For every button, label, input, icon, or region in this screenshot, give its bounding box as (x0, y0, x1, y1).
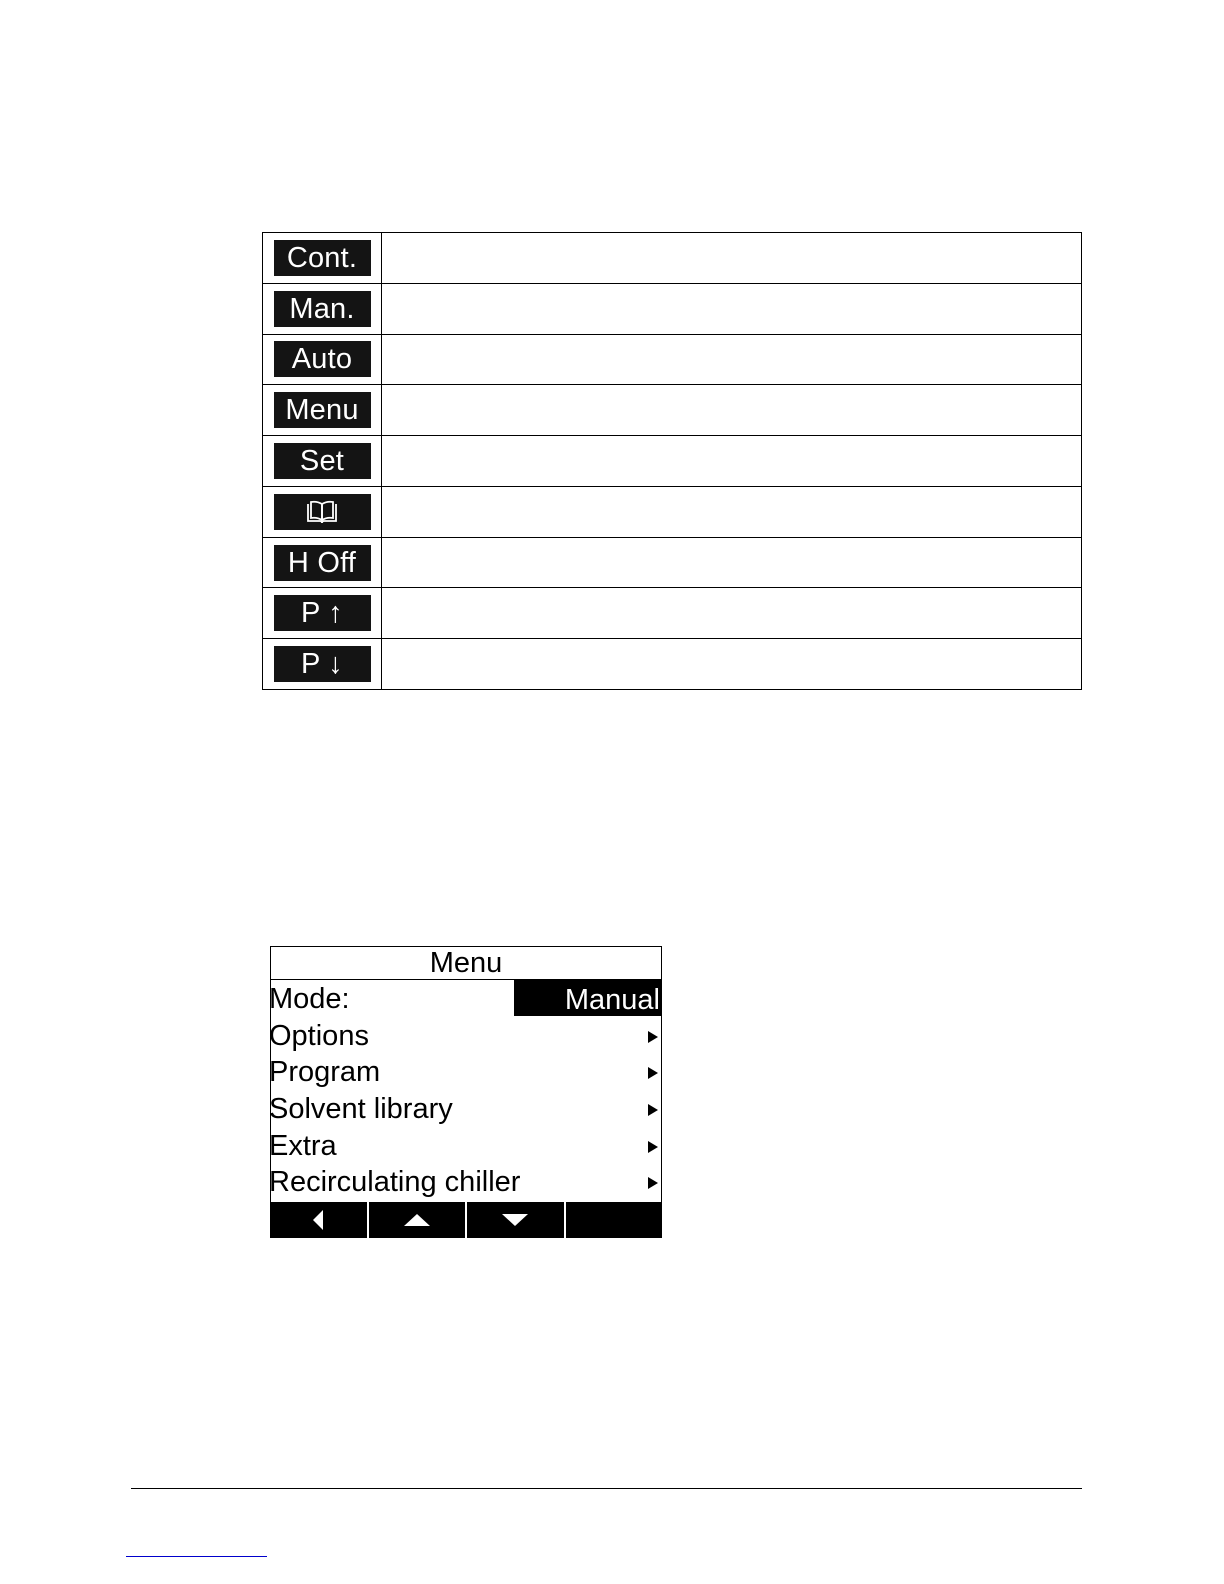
key-cell (263, 639, 382, 689)
table-row (263, 334, 1081, 385)
description-cell (382, 385, 1081, 435)
key-cell (263, 335, 382, 385)
menu-item-label: Recirculating chiller (269, 1166, 521, 1199)
lcd-back-key (270, 1202, 367, 1238)
menu-item-label: Solvent library (269, 1093, 453, 1126)
description-cell (382, 639, 1081, 689)
menu-item-label: Program (269, 1056, 381, 1089)
lcd-down-key (465, 1202, 564, 1238)
lcd-menu-item (271, 1053, 661, 1090)
submenu-arrow-icon (648, 1141, 658, 1153)
softkey-man: Man. (274, 291, 371, 327)
table-row (263, 384, 1081, 435)
key-cell (263, 538, 382, 588)
lcd-softkey-bar (270, 1202, 662, 1238)
key-cell (263, 284, 382, 334)
submenu-arrow-icon (648, 1031, 658, 1043)
softkey-table (262, 232, 1082, 690)
softkey-p-down: P ↓ (274, 646, 371, 682)
lcd-menu-screen (270, 946, 662, 1238)
softkey-set: Set (274, 443, 371, 479)
submenu-arrow-icon (648, 1177, 658, 1189)
key-cell (263, 588, 382, 638)
softkey-auto: Auto (274, 341, 371, 377)
description-cell (382, 538, 1081, 588)
mode-value: Manual (514, 980, 661, 1016)
softkey-menu: Menu (274, 392, 371, 428)
key-cell (263, 233, 382, 283)
lcd-menu-item (271, 1163, 661, 1200)
footer-rule (131, 1488, 1082, 1489)
lcd-mode-row (271, 980, 661, 1017)
softkey-book (274, 494, 371, 530)
table-row (263, 435, 1081, 486)
description-cell (382, 487, 1081, 537)
lcd-title: Menu (271, 947, 661, 980)
softkey-cont: Cont. (274, 240, 371, 276)
lcd-menu-item (271, 1017, 661, 1054)
triangle-up-icon (403, 1213, 431, 1227)
description-cell (382, 335, 1081, 385)
lcd-menu-item (271, 1127, 661, 1164)
softkey-h-off: H Off (274, 545, 371, 581)
table-row (263, 233, 1081, 283)
footer-link-underline[interactable] (126, 1556, 267, 1557)
book-icon (305, 499, 339, 525)
table-row (263, 537, 1081, 588)
mode-label: Mode: (269, 983, 350, 1015)
table-row (263, 283, 1081, 334)
key-cell (263, 487, 382, 537)
triangle-down-icon (501, 1213, 529, 1227)
submenu-arrow-icon (648, 1104, 658, 1116)
softkey-p-up: P ↑ (274, 595, 371, 631)
description-cell (382, 436, 1081, 486)
description-cell (382, 233, 1081, 283)
lcd-up-key (367, 1202, 466, 1238)
table-row (263, 486, 1081, 537)
menu-item-label: Extra (269, 1129, 337, 1162)
lcd-empty-key (564, 1202, 663, 1238)
key-cell (263, 436, 382, 486)
triangle-left-icon (311, 1209, 325, 1231)
key-cell (263, 385, 382, 435)
description-cell (382, 588, 1081, 638)
lcd-menu-item (271, 1090, 661, 1127)
description-cell (382, 284, 1081, 334)
table-row (263, 638, 1081, 689)
table-row (263, 587, 1081, 638)
submenu-arrow-icon (648, 1067, 658, 1079)
menu-item-label: Options (269, 1019, 369, 1052)
